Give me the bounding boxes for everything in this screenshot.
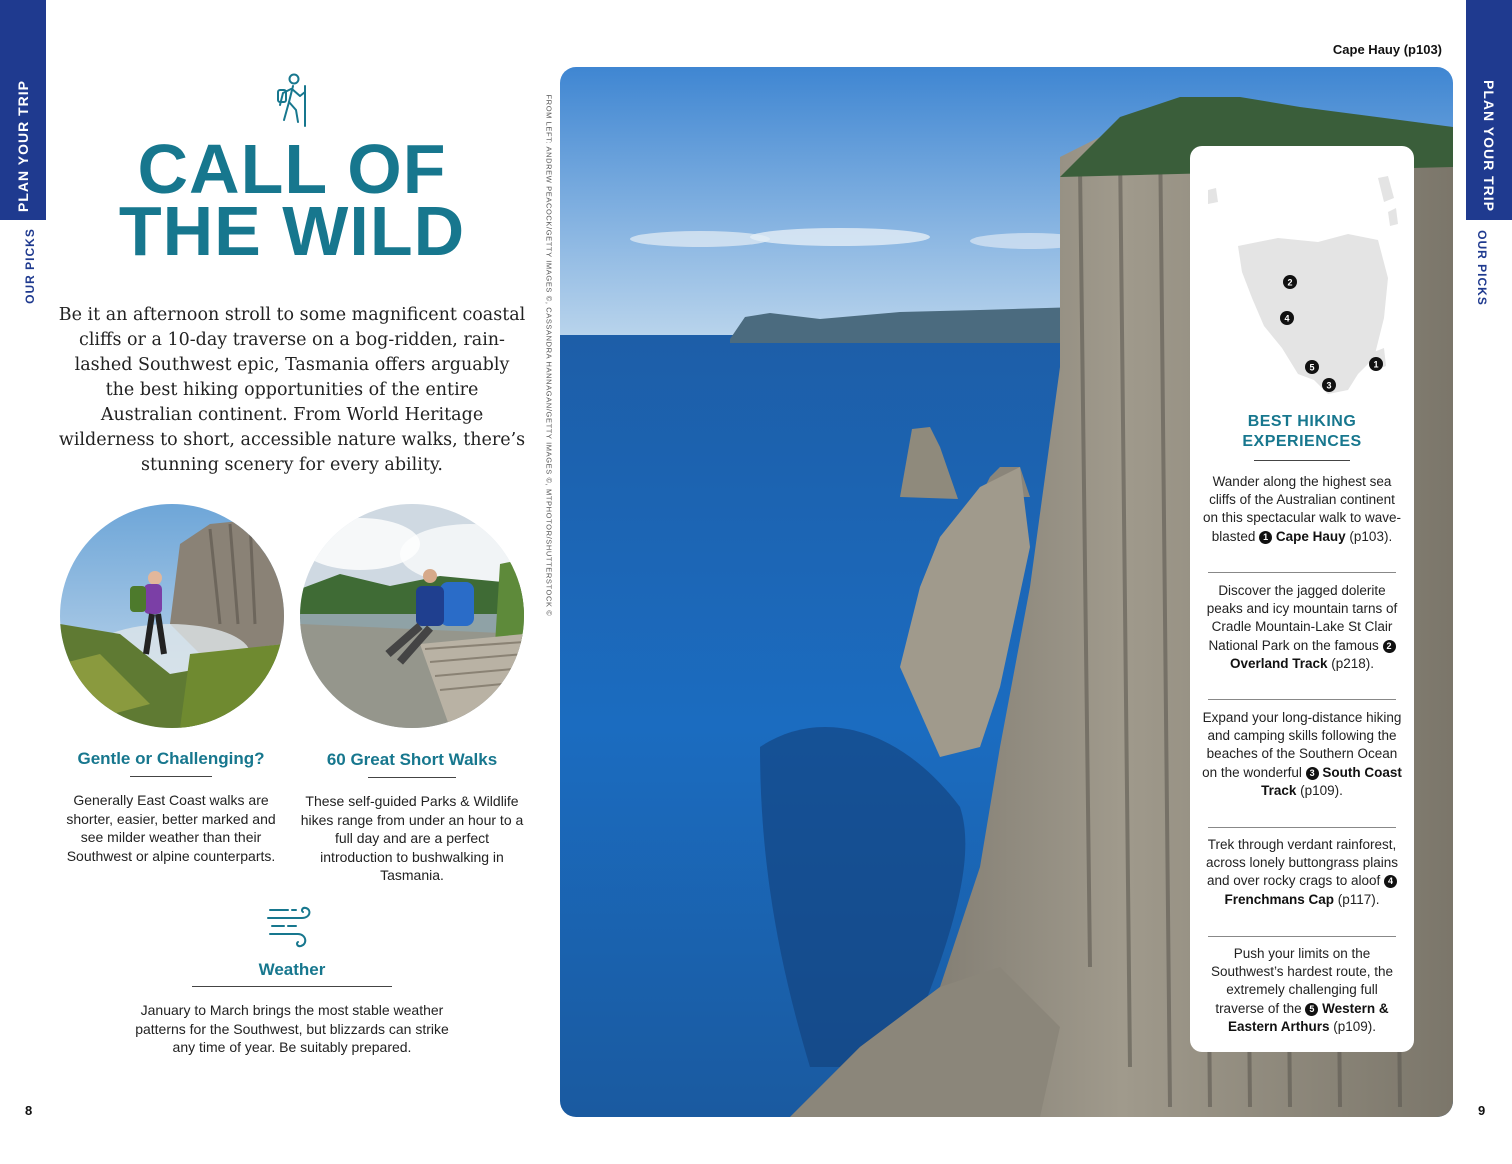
photo-caption: Cape Hauy (p103) [1332,42,1442,57]
feature-rule-short-walks [368,777,456,778]
map-marker-3: 3 [1326,380,1332,391]
entry-text: Discover the jagged dolerite peaks and icy mountain tarns of Cradle Mountain-Lake St Clair National Park on the famous [1206,583,1398,653]
entry-name: Western & Eastern Arthurs [1227,1000,1389,1034]
map-marker-1: 1 [1373,359,1379,370]
card-title-line2: EXPERIENCES [1242,433,1362,450]
entry-ref: (p103). [1349,528,1393,544]
entry-text: Wander along the highest sea cliffs of the Australian continent on this spectacular walk to wave-blasted [1202,474,1402,544]
entry-ref: (p117). [1337,891,1380,907]
section-label-right: PLAN YOUR TRIP [1481,80,1497,212]
page-title-line2: THE WILD [118,192,466,270]
photo-credit-text: FROM LEFT: ANDREW PEACOCK/GETTY IMAGES ©, CASSANDRA HANNAGAN/GETTY IMAGES ©, MTPHOTOR/SHUTTERSTOCK © [544,94,554,617]
photo-credit [543,96,555,616]
hiker-lake-photo [300,504,524,728]
feature-text-short-walks: These self-guided Parks & Wildlife hikes range from under an hour to a full day and are a perfect introduction to bushwalking in Tasmania. [300,793,524,883]
weather-title: Weather [258,960,326,979]
entry-text: Trek through verdant rainforest, across lonely buttongrass plains and over rocky crags to aloof [1205,837,1399,889]
card-entry-frenchmans-cap [1202,836,1402,909]
weather-rule [192,986,392,987]
section-label-left: PLAN YOUR TRIP [15,80,31,212]
map-marker-5: 5 [1309,362,1315,373]
entry-name: Overland Track [1229,655,1328,671]
tasmania-map [1198,168,1406,418]
entry-ref: (p218). [1331,655,1375,671]
card-divider [1208,699,1396,700]
card-entry-western-eastern-arthurs [1202,945,1402,1036]
card-entry-cape-hauy [1202,473,1402,546]
feature-rule-gentle [130,776,212,777]
entry-name: Frenchmans Cap [1224,891,1334,907]
number-badge: 1 [1259,531,1272,544]
entry-ref: (p109). [1300,782,1343,798]
entry-name: South Coast Track [1261,764,1402,798]
entry-name: Cape Hauy [1275,528,1346,544]
subsection-label-left: OUR PICKS [23,228,37,304]
page-number-right: 9 [1478,1103,1486,1118]
best-hiking-card [1190,146,1414,1052]
entry-text: Push your limits on the Southwest’s hardest route, the extremely challenging full traverse of the [1210,946,1394,1016]
feature-text-gentle: Generally East Coast walks are shorter, easier, better marked and see milder weather than their Southwest or alpine counterparts. [66,792,276,864]
card-title [1190,412,1414,452]
hiker-cliff-photo [60,504,284,728]
entry-ref: (p109). [1333,1018,1377,1034]
map-marker-4: 4 [1284,313,1290,324]
number-badge: 3 [1306,767,1319,780]
feature-title-gentle: Gentle or Challenging? [77,749,265,768]
intro-paragraph: Be it an afternoon stroll to some magnificent coastal cliffs or a 10-day traverse on a bog-ridden, rain-lashed Southwest epic, Tasmania offers arguably the best hiking opportunities of the entire Australian continent. From World Heritage wilderness to short, accessible nature walks, there’s stunning scenery for every ability. [58,305,526,475]
card-title-rule [1254,460,1350,461]
number-badge: 5 [1305,1003,1318,1016]
hiker-icon [272,72,312,128]
map-marker-2: 2 [1287,277,1293,288]
feature-title-short-walks: 60 Great Short Walks [326,750,498,769]
wind-icon [266,898,318,950]
number-badge: 4 [1384,875,1397,888]
card-divider [1208,827,1396,828]
card-divider [1208,936,1396,937]
weather-text: January to March brings the most stable weather patterns for the Southwest, but blizzards can strike any time of year. Be suitably prepared. [135,1002,449,1055]
entry-text: Expand your long-distance hiking and camping skills following the beaches of the Southern Ocean on the wonderful [1202,710,1402,780]
number-badge: 2 [1383,640,1396,653]
card-divider [1208,572,1396,573]
subsection-label-right: OUR PICKS [1475,230,1489,306]
card-entry-overland-track [1202,582,1402,673]
card-title-line1: BEST HIKING [1247,413,1357,430]
page-number-left: 8 [25,1103,33,1118]
card-entry-south-coast-track [1202,709,1402,800]
page-title-line1: CALL OF [137,130,447,208]
